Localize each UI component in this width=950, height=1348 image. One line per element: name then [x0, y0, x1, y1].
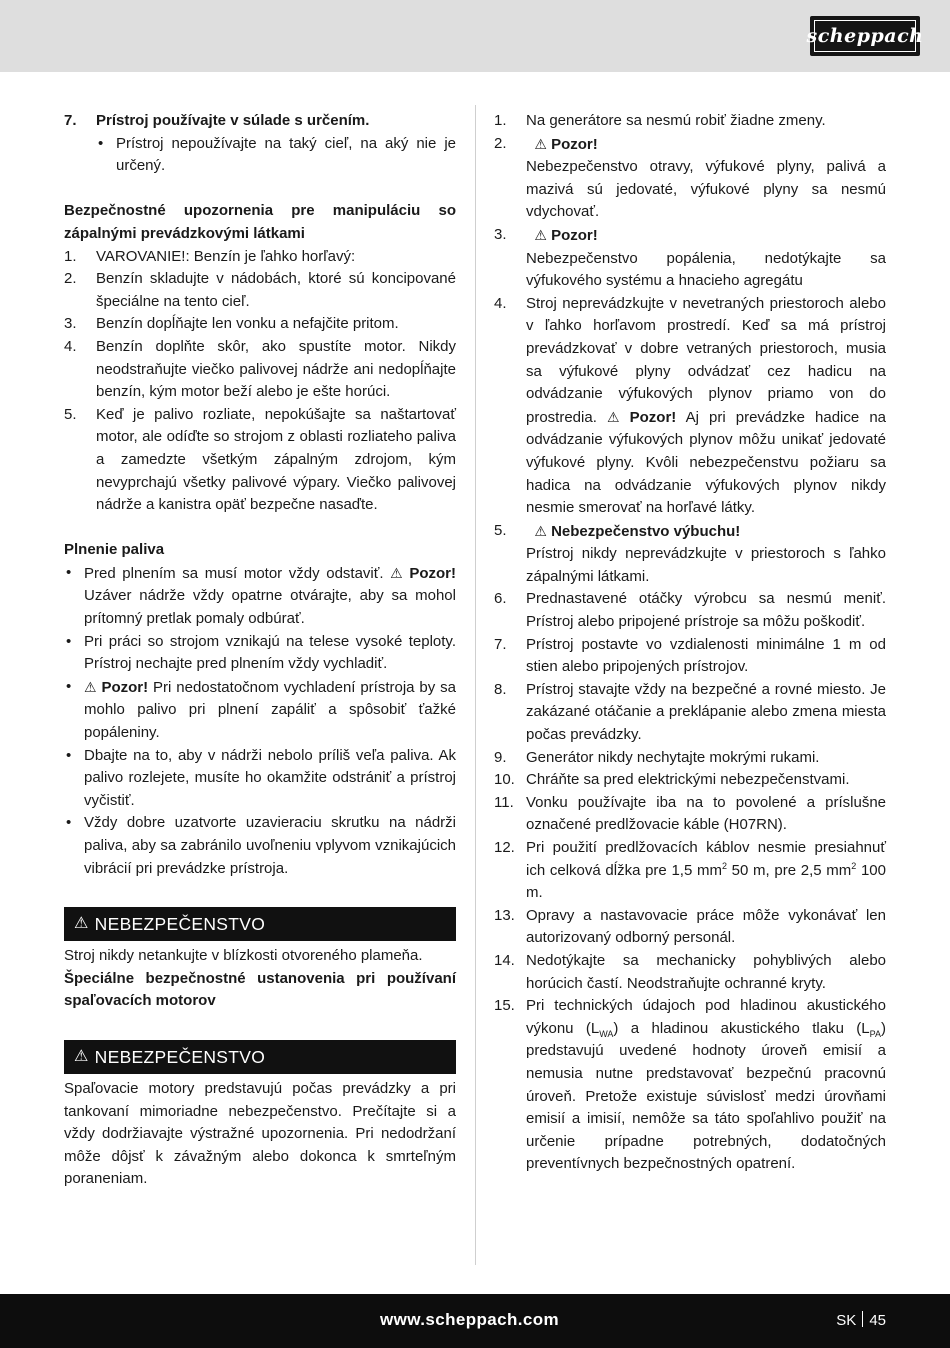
rule-label: Pozor!	[629, 408, 677, 426]
refuel-bullet-1: • Pred plnením sa musí motor vždy odstaviť. ⚠ Pozor! Uzáver nádrže vždy opatrne otvárajte, aby sa mohol prítomný pretlak pomaly odbúrať.	[66, 563, 456, 628]
section-title-refueling: Plnenie paliva	[64, 541, 165, 559]
refuel-b1-pre: Pred plnením sa musí motor vždy odstaviť.	[84, 564, 384, 582]
refuel-bullet-3: • ⚠ Pozor! Pri nedostatočnom vychladení prístroja by sa mohlo palivo pri plnení zapáliť a spôsobiť ťažké popáleniny.	[66, 677, 457, 742]
rule-10	[494, 769, 886, 792]
rule-8	[494, 679, 886, 747]
rule-number: 15.	[494, 997, 515, 1015]
rule-text-b: 50 m, pre 2,5 mm	[726, 861, 852, 879]
rule-text: Chráňte sa pred elektrickými nebezpečenstvami.	[526, 771, 850, 789]
danger-label: NEBEZPEČENSTVO	[94, 913, 266, 934]
rule-number: 13.	[494, 906, 515, 924]
item-number: 4.	[64, 337, 77, 355]
rule-text: Vonku používajte iba na to povolené a príslušne označené predlžovacie káble (H07RN).	[526, 793, 886, 834]
warning-triangle-icon: ⚠	[390, 564, 403, 581]
rule-4	[494, 293, 886, 520]
rule-label: Pozor!	[551, 226, 598, 244]
item-text: Benzín dopĺňajte len vonku a nefajčite pritom.	[96, 315, 399, 333]
item-text: Benzín skladujte v nádobách, ktoré sú koncipované špeciálne na tento cieľ.	[96, 270, 456, 310]
website-link[interactable]: www.scheppach.com	[380, 1310, 560, 1329]
rule-14	[494, 950, 886, 995]
fuel-handling-item	[64, 246, 456, 269]
rule-text: Na generátore sa nesmú robiť žiadne zmeny.	[526, 112, 826, 129]
item-number: 3.	[64, 315, 77, 333]
rule-number: 3.	[494, 225, 507, 243]
item-number: 7.	[64, 112, 77, 129]
refuel-bullet-4: • Dbajte na to, aby v nádrži nebolo príliš veľa paliva. Ak palivo rozlejete, musíte ho okamžite odstrániť a prístroj vyčistiť.	[64, 745, 456, 813]
rule-number: 10.	[494, 771, 515, 789]
item-text: VAROVANIE!: Benzín je ľahko horľavý:	[96, 247, 356, 265]
warning-triangle-icon: ⚠	[606, 408, 620, 425]
page-footer	[0, 1294, 950, 1348]
rule-text-pre: Stroj neprevádzkujte v nevetraných priestoroch alebo v ľahko horľavom prostredí. Keď sa má prístroj prevádzkovať v dobre vetraných priestoroch, musia sa výfukové plyny odvádzať cez hadicu na odvádzanie výfukových plynov priamo von do prostredia.	[526, 294, 886, 426]
refuel-b1-bold: Pozor!	[409, 564, 456, 582]
rule-text-c: 100 m.	[526, 861, 886, 902]
bullet-text: Prístroj nepoužívajte na taký cieľ, na aký nie je určený.	[116, 134, 456, 175]
section-title-fuel-handling: Bezpečnostné upozornenia pre manipuláciu so zápalnými prevádzkovými látkami	[64, 202, 456, 242]
refuel-b2-text: Pri práci so strojom vznikajú na telese vysoké teploty. Prístroj nechajte pred plnením vždy vychladiť.	[84, 632, 456, 673]
fuel-handling-item	[64, 313, 456, 336]
danger-banner-2	[64, 1040, 456, 1074]
page-number: 45	[869, 1312, 886, 1329]
fuel-handling-item	[64, 404, 456, 517]
fuel-handling-item	[64, 268, 456, 313]
warning-triangle-icon: ⚠	[74, 1047, 89, 1065]
language-code: SK	[836, 1312, 857, 1329]
rule-3	[494, 224, 886, 293]
rule-text-c: ) predstavujú uvedené hodnoty úroveň emisií a nemusia nutne predstavovať bezpečnú pracovnú úroveň. Pretože existuje súvislosť medzi úrovňami emisií a imisií, nemôže sa táto spoľahlivo použiť na určenie prípadne potrebných, dodatočných preventívnych bezpečnostných opatrení.	[526, 1019, 886, 1173]
rule-text-b: ) a hladinou akustického tlaku (L	[613, 1019, 870, 1037]
refuel-b1-post: Uzáver nádrže vždy opatrne otvárajte, aby sa mohol prítomný pretlak pomaly odbúrať.	[84, 587, 456, 628]
rule-number: 11.	[494, 793, 514, 811]
rule-number: 4.	[494, 294, 507, 312]
refuel-bullet-2: • Pri práci so strojom vznikajú na telese vysoké teploty. Prístroj nechajte pred plnením vždy vychladiť.	[64, 631, 456, 676]
item-number: 2.	[64, 270, 77, 288]
danger-banner-1	[64, 907, 456, 941]
warning-triangle-icon: ⚠	[534, 135, 547, 152]
rule-2	[494, 133, 886, 224]
item-text: Keď je palivo rozliate, nepokúšajte sa naštartovať motor, ale odíďte so strojom z oblasti rozliateho paliva a zamedzte všetkým zápalným zdrojom, kým nevyprchajú všetky palivové výpary. Viečko palivovej nádrže a kanistra opäť bezpečne nasaďte.	[96, 405, 456, 514]
refuel-b3-text: Pri nedostatočnom vychladení prístroja by sa mohlo palivo pri plnení zapáliť a spôsobiť ťažké popáleniny.	[84, 678, 457, 742]
item-title: Prístroj používajte v súlade s určením.	[96, 112, 370, 129]
item-7-bullet	[64, 133, 456, 178]
rule-1	[494, 110, 886, 133]
rule-12	[494, 837, 886, 905]
refuel-b5-text: Vždy dobre uzatvorte uzavieraciu skrutku na nádrži paliva, aby sa zabránilo uvoľneniu vplyvom vznikajúcich vibrácií pri prevádzke prístroja.	[84, 814, 456, 877]
right-column	[494, 110, 886, 1176]
rule-15	[494, 995, 886, 1176]
item-7-heading	[64, 110, 456, 133]
page-indicator	[836, 1310, 886, 1333]
rule-number: 14.	[494, 951, 515, 969]
left-column	[64, 110, 456, 1191]
combustion-engine-title: Špeciálne bezpečnostné ustanovenia pri používaní spaľovacích motorov	[64, 969, 456, 1010]
item-number: 1.	[64, 247, 77, 265]
refuel-b3-bold: Pozor!	[101, 678, 149, 696]
item-text: Benzín doplňte skôr, ako spustíte motor. Nikdy neodstraňujte viečko palivovej nádrže ani nedopĺňajte benzín, kým motor beží alebo je ešte horúci.	[96, 337, 456, 401]
logo-text: scheppach	[806, 24, 924, 47]
superscript: 2	[851, 860, 857, 871]
warning-triangle-icon: ⚠	[74, 914, 89, 932]
rule-number: 5.	[494, 521, 507, 539]
rule-9	[494, 747, 886, 770]
superscript: 2	[721, 860, 727, 871]
rule-label: Pozor!	[551, 135, 598, 153]
refuel-b4-text: Dbajte na to, aby v nádrži nebolo príliš veľa paliva. Ak palivo rozlejete, musíte ho okamžite odstrániť a prístroj vyčistiť.	[84, 746, 456, 809]
rule-text: Prístroj stavajte vždy na bezpečné a rovné miesto. Je zakázané otáčanie a preklápanie alebo zmena miesta počas prevádzky.	[526, 680, 886, 744]
rule-text: Nedotýkajte sa mechanicky pohyblivých alebo horúcich častí. Neodstraňujte ochranné kryty.	[526, 951, 886, 992]
rule-text-post: Aj pri prevádzke hadice na odvádzanie výfukových plynov môžu unikať jedovaté výfukové plyny. Kvôli nebezpečenstvu požiaru sa hadica na odvádzanie výfukových plynov nikdy nesmie smerovať na horľavé látky.	[526, 408, 887, 517]
rule-7	[494, 634, 886, 679]
rule-number: 12.	[494, 839, 515, 856]
rule-number: 9.	[494, 748, 507, 766]
rule-text-a: Pri technických údajoch pod hladinou akustického výkonu (L	[526, 997, 886, 1037]
rule-text: Opravy a nastavovacie práce môže vykonávať len autorizovaný odborný personál.	[526, 906, 886, 947]
rule-5	[494, 520, 886, 589]
rule-number: 6.	[494, 590, 507, 608]
column-divider	[475, 105, 476, 1265]
rule-11	[494, 792, 886, 837]
rule-label: Nebezpečenstvo výbuchu!	[551, 522, 741, 540]
page-header	[0, 0, 950, 72]
danger-1-text: Stroj nikdy netankujte v blízkosti otvoreného plameňa.	[64, 947, 423, 965]
rule-13	[494, 905, 886, 950]
subscript: WA	[599, 1028, 614, 1039]
warning-triangle-icon: ⚠	[534, 226, 547, 243]
warning-triangle-icon: ⚠	[534, 522, 547, 539]
rule-number: 1.	[494, 112, 507, 129]
refuel-bullet-5: • Vždy dobre uzatvorte uzavieraciu skrutku na nádrži paliva, aby sa zabránilo uvoľneniu vplyvom vznikajúcich vibrácií pri prevádzke prístroja.	[64, 812, 456, 880]
rule-number: 7.	[494, 635, 507, 653]
rule-text: Prednastavené otáčky výrobcu sa nesmú meniť. Prístroj alebo pripojené prístroje sa môžu poškodiť.	[526, 590, 886, 631]
rule-text: Generátor nikdy nechytajte mokrými rukami.	[526, 748, 820, 766]
warning-triangle-icon: ⚠	[84, 678, 97, 695]
bullet-mark: •	[98, 134, 104, 152]
item-number: 5.	[64, 405, 77, 423]
rule-text: Prístroj postavte vo vzdialenosti minimálne 1 m od stien alebo pripojených prístrojov.	[526, 635, 886, 676]
fuel-handling-item	[64, 336, 456, 404]
rule-text: Nebezpečenstvo otravy, výfukové plyny, palivá a mazivá sú jedovaté, výfukové plyny sa nesmú vdychovať.	[526, 158, 886, 221]
danger-2-text: Spaľovacie motory predstavujú počas prevádzky a pri tankovaní mimoriadne nebezpečenstvo. Prečítajte si a vždy dodržiavajte výstražné upozornenia. Pri nedodržaní môže dôjsť k závažným alebo dokonca k smrteľným poraneniam.	[64, 1079, 456, 1188]
rule-text: Prístroj nikdy neprevádzkujte v priestoroch s ľahko zápalnými látkami.	[526, 545, 886, 585]
separator	[862, 1311, 863, 1327]
rule-6	[494, 588, 886, 633]
subscript: PA	[869, 1028, 881, 1039]
fuel-handling-list	[64, 246, 456, 517]
scheppach-logo	[806, 16, 924, 56]
rule-number: 2.	[494, 134, 507, 152]
danger-label: NEBEZPEČENSTVO	[94, 1046, 266, 1067]
rule-number: 8.	[494, 680, 507, 698]
rule-text: Nebezpečenstvo popálenia, nedotýkajte sa výfukového systému a hnacieho agregátu	[526, 249, 886, 290]
rule-text-a: Pri použití predlžovacích káblov nesmie presiahnuť ich celková dĺžka pre 1,5 mm	[526, 839, 886, 879]
